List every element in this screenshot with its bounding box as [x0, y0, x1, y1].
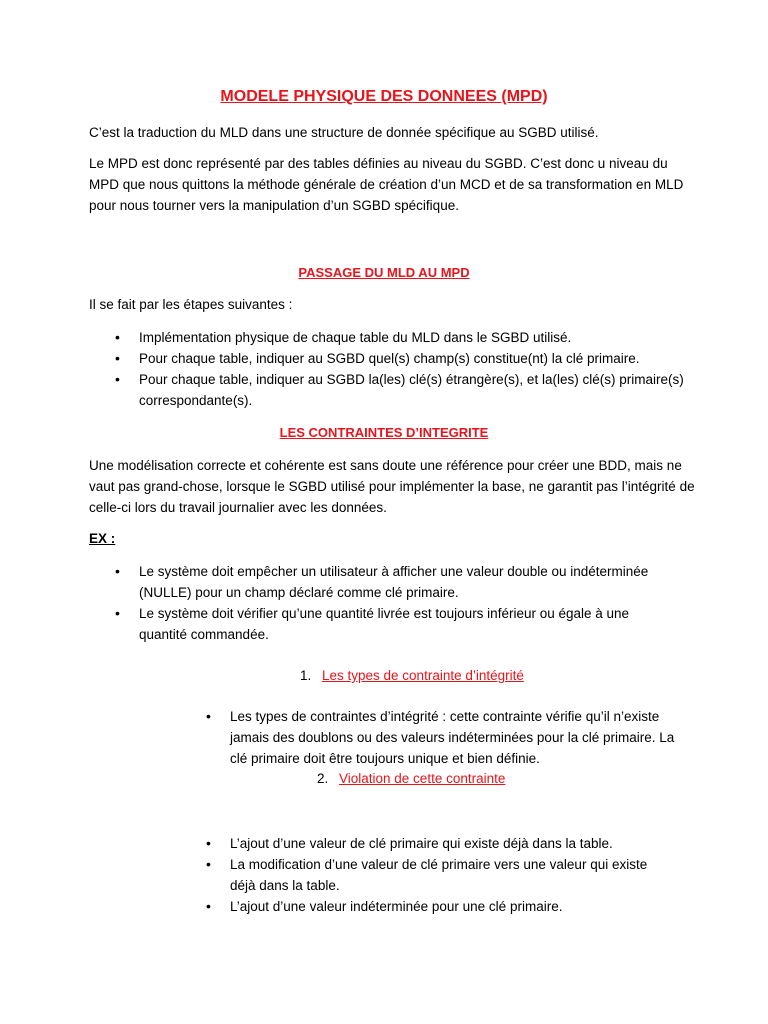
numbered-heading-2-number: 2.	[317, 771, 329, 786]
section-heading-passage	[0, 262, 768, 283]
example-label: EX :	[89, 531, 116, 546]
list-item: • Le système doit vérifier qu’une quantité livrée est toujours inférieur ou égale à une quantité commandée.	[115, 603, 675, 645]
section-heading-contraintes-text: LES CONTRAINTES D’INTEGRITE	[279, 425, 489, 440]
list-item: • Pour chaque table, indiquer au SGBD quel(s) champ(s) constitue(nt) la clé primaire.	[115, 348, 685, 369]
numbered-heading-1-number: 1.	[300, 668, 312, 683]
contraintes-paragraph: Une modélisation correcte et cohérente est sans doute une référence pour créer une BDD, mais ne vaut pas grand-chose, lorsque le SGBD utilisé pour implémenter la base, ne garantit pas l’intégrité de celle-ci lors du travail journalier avec les données.	[89, 458, 695, 515]
numbered-heading-1	[300, 665, 524, 686]
list-item: • Les types de contraintes d’intégrité : cette contrainte vérifie qu’il n’existe jamais des doublons ou des valeurs indéterminées pour la clé primaire. La clé primaire doit être toujours unique et bien définie.	[206, 706, 676, 769]
list-item: • Pour chaque table, indiquer au SGBD la(les) clé(s) étrangère(s), et la(les) clé(s) primaire(s) correspondante(s).	[115, 369, 685, 411]
numbered-heading-2-text: Violation de cette contrainte	[339, 771, 506, 786]
list-item: • L’ajout d’une valeur indéterminée pour une clé primaire.	[206, 896, 676, 917]
document-title: MODELE PHYSIQUE DES DONNEES (MPD)	[220, 88, 548, 105]
steps-list	[115, 327, 685, 411]
section-heading-contraintes	[0, 422, 768, 443]
steps-lead: Il se fait par les étapes suivantes :	[89, 297, 293, 312]
list-item: • Le système doit empêcher un utilisateur à afficher une valeur double ou indéterminée (NULLE) pour un champ déclaré comme clé primaire.	[115, 561, 675, 603]
numbered-heading-1-text: Les types de contrainte d’intégrité	[322, 668, 524, 683]
list-item: • La modification d’une valeur de clé primaire vers une valeur qui existe déjà dans la table.	[206, 854, 676, 896]
types-list	[206, 706, 676, 769]
list-item: • L’ajout d’une valeur de clé primaire qui existe déjà dans la table.	[206, 833, 676, 854]
example-list	[115, 561, 675, 645]
numbered-heading-2	[317, 768, 505, 789]
intro-paragraph: C’est la traduction du MLD dans une structure de donnée spécifique au SGBD utilisé.	[89, 125, 599, 140]
mpd-description-paragraph: Le MPD est donc représenté par des tables définies au niveau du SGBD. C’est donc u niveau du MPD que nous quittons la méthode générale de création d’un MCD et de sa transformation en MLD pour nous tourner vers la manipulation d’un SGBD spécifique.	[89, 156, 684, 213]
violation-list	[206, 833, 676, 917]
list-item: • Implémentation physique de chaque table du MLD dans le SGBD utilisé.	[115, 327, 685, 348]
section-heading-passage-text: PASSAGE DU MLD AU MPD	[298, 265, 470, 280]
